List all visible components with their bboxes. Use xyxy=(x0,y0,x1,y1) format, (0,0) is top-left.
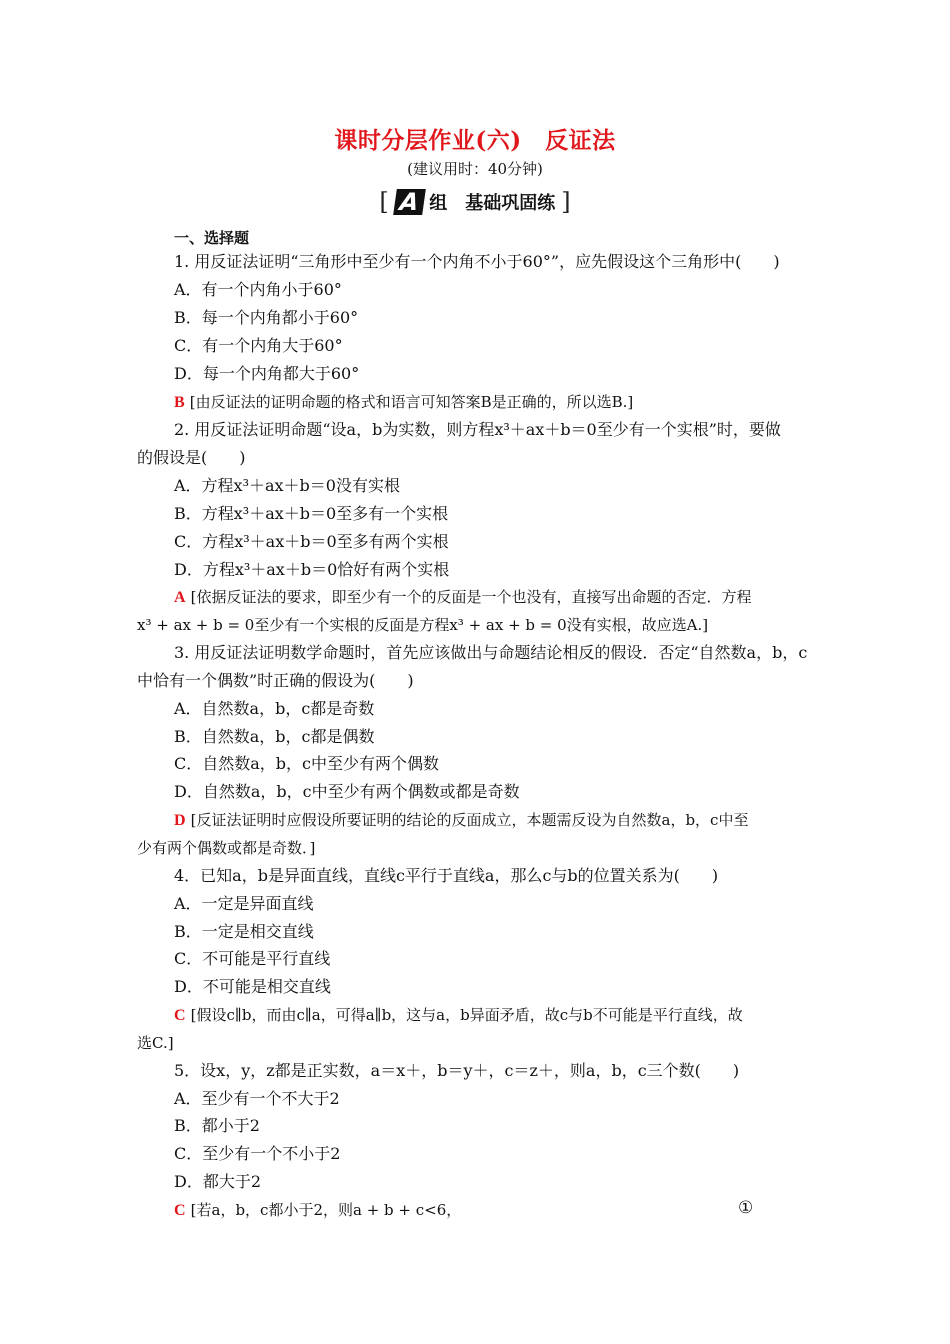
group-header-wrap xyxy=(0,188,950,216)
q3-answer: D xyxy=(174,812,186,829)
q1-option-a: A．有一个内角小于60° xyxy=(174,280,342,299)
q2-option-c: C．方程x³＋ax＋b＝0至多有两个实根 xyxy=(174,532,449,551)
q1-explanation: [由反证法的证明命题的格式和语言可知答案B是正确的，所以选B.] xyxy=(189,393,634,411)
q4-explanation-line2: 选C.] xyxy=(137,1034,174,1052)
left-bracket: [ xyxy=(379,188,389,216)
q3-option-c: C．自然数a，b，c中至少有两个偶数 xyxy=(174,754,439,773)
group-header xyxy=(379,188,570,216)
q5-option-b: B．都小于2 xyxy=(174,1116,260,1135)
q3-option-d: D．自然数a，b，c中至少有两个偶数或都是奇数 xyxy=(174,782,520,801)
q2-answer-line xyxy=(174,586,752,609)
question-5-stem: 5．设x，y，z都是正实数，a＝x＋，b＝y＋，c＝z＋，则a，b，c三个数( ) xyxy=(174,1061,740,1080)
q1-option-c: C．有一个内角大于60° xyxy=(174,336,343,355)
time-suggestion: (建议用时：40分钟) xyxy=(407,160,543,178)
q3-option-a: A．自然数a，b，c都是奇数 xyxy=(174,699,375,718)
right-bracket: ] xyxy=(561,188,571,216)
q5-explanation: [若a，b，c都小于2，则a + b + c<6， xyxy=(190,1201,462,1219)
q2-option-a: A．方程x³＋ax＋b＝0没有实根 xyxy=(174,476,400,495)
q5-answer-line xyxy=(174,1199,461,1222)
q4-option-b: B．一定是相交直线 xyxy=(174,922,314,941)
q4-answer-line xyxy=(174,1004,743,1027)
question-2-stem-line2: 的假设是( ) xyxy=(137,448,246,467)
question-3-stem-line1: 3. 用反证法证明数学命题时，首先应该做出与命题结论相反的假设．否定“自然数a，b，c xyxy=(174,643,808,662)
q3-explanation-line2: 少有两个偶数或都是奇数．] xyxy=(137,839,316,857)
group-label: 组 基础巩固练 xyxy=(429,193,556,214)
q3-option-b: B．自然数a，b，c都是偶数 xyxy=(174,727,375,746)
group-letter-badge: A xyxy=(393,189,425,215)
section-heading: 一、选择题 xyxy=(174,229,250,247)
q5-option-d: D．都大于2 xyxy=(174,1172,262,1191)
q4-answer: C xyxy=(174,1007,186,1024)
q1-answer: B xyxy=(174,394,185,411)
question-4-stem: 4．已知a，b是异面直线，直线c平行于直线a，那么c与b的位置关系为( ) xyxy=(174,866,719,885)
q4-option-a: A．一定是异面直线 xyxy=(174,894,314,913)
q4-explanation-line1: [假设c∥b，而由c∥a，可得a∥b，这与a，b异面矛盾，故c与b不可能是平行直线，故 xyxy=(190,1006,743,1024)
q1-answer-line xyxy=(174,391,633,414)
circled-number-marker: ① xyxy=(738,1198,754,1218)
q3-explanation-line1: [反证法证明时应假设所要证明的结论的反面成立，本题需反设为自然数a，b，c中至 xyxy=(190,811,749,829)
q4-option-c: C．不可能是平行直线 xyxy=(174,949,331,968)
q2-answer: A xyxy=(174,589,186,606)
q5-option-c: C．至少有一个不小于2 xyxy=(174,1144,341,1163)
q4-option-d: D．不可能是相交直线 xyxy=(174,977,331,996)
q2-option-b: B．方程x³＋ax＋b＝0至多有一个实根 xyxy=(174,504,449,523)
page-title: 课时分层作业(六) 反证法 xyxy=(334,127,616,154)
q2-explanation-line2: x³ + ax + b = 0至少有一个实根的反面是方程x³ + ax + b = 0没有实根，故应选A.] xyxy=(137,616,709,634)
question-1-stem: 1. 用反证法证明“三角形中至少有一个内角不小于60°”，应先假设这个三角形中( ) xyxy=(174,252,780,271)
q2-option-d: D．方程x³＋ax＋b＝0恰好有两个实根 xyxy=(174,560,450,579)
q1-option-b: B．每一个内角都小于60° xyxy=(174,308,359,327)
question-2-stem-line1: 2. 用反证法证明命题“设a，b为实数，则方程x³＋ax＋b＝0至少有一个实根”时，要做 xyxy=(174,420,781,439)
q5-answer: C xyxy=(174,1202,186,1219)
q3-answer-line xyxy=(174,809,748,832)
q1-option-d: D．每一个内角都大于60° xyxy=(174,364,360,383)
q2-explanation-line1: [依据反证法的要求，即至少有一个的反面是一个也没有，直接写出命题的否定．方程 xyxy=(190,588,752,606)
q5-option-a: A．至少有一个不大于2 xyxy=(174,1089,340,1108)
question-3-stem-line2: 中恰有一个偶数”时正确的假设为( ) xyxy=(137,671,414,690)
